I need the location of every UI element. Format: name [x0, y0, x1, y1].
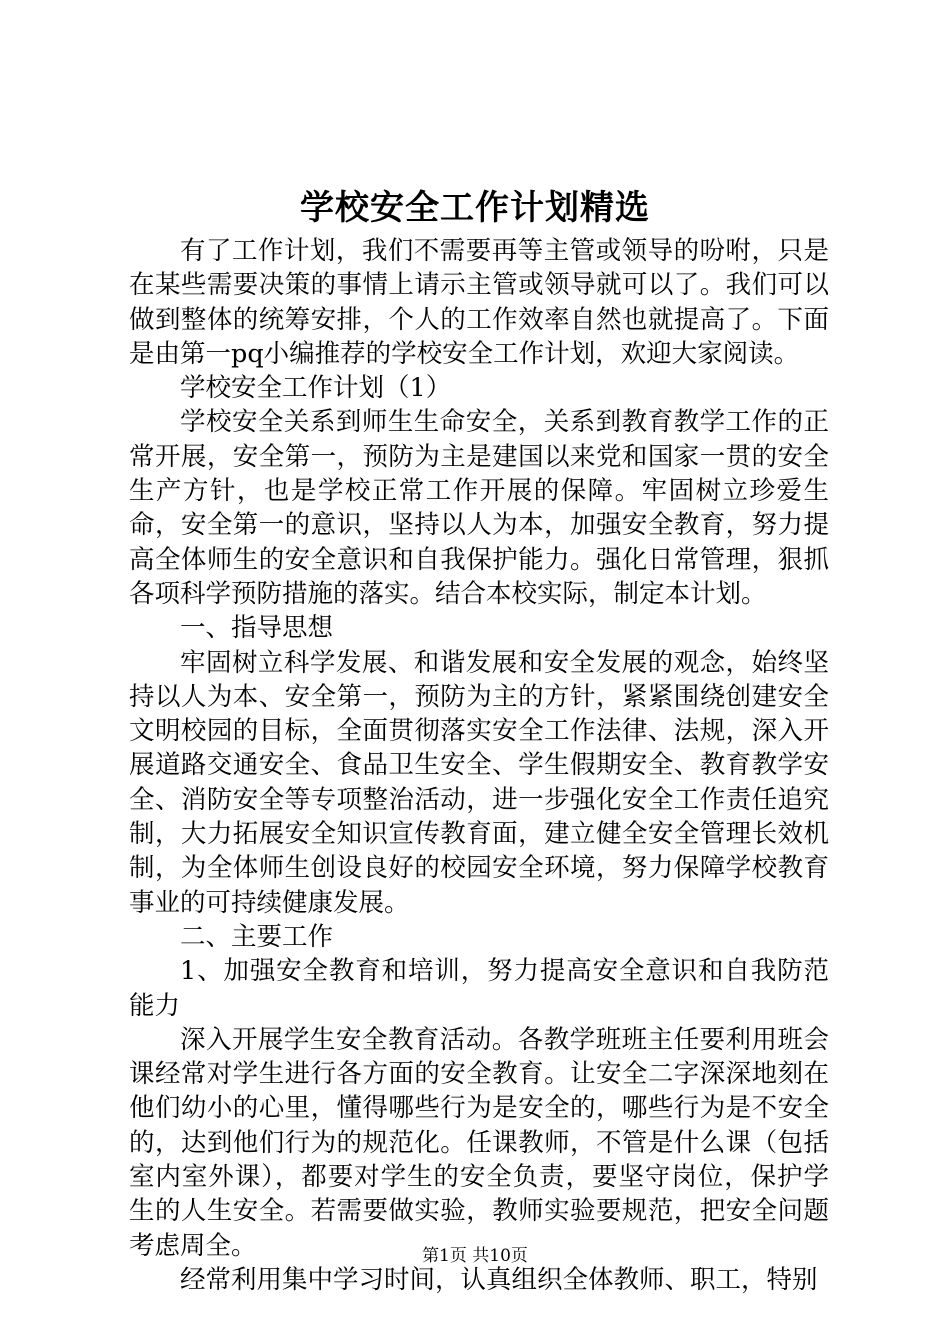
subheading-safety-education: 1、加强安全教育和培训，努力提高安全意识和自我防范能力: [129, 956, 829, 1021]
page-footer: 第1页 共10页: [422, 1246, 528, 1266]
document-title: 学校安全工作计划精选: [300, 188, 650, 228]
section-heading-plan-1: 学校安全工作计划（1）: [180, 373, 452, 404]
section-heading-main-work: 二、主要工作: [180, 921, 334, 952]
paragraph-staff-training: 经常利用集中学习时间，认真组织全体教师、职工，特别: [180, 1264, 818, 1295]
section-heading-guiding-thought: 一、指导思想: [180, 613, 334, 644]
paragraph-guiding-thought: 牢固树立科学发展、和谐发展和安全发展的观念，始终坚持以人为本、安全第一，预防为主的方针，紧紧围绕创建安全文明校园的目标，全面贯彻落实安全工作法律、法规，深入开展道路交通安全、食品卫生安全、学生假期安全、教育教学安全、消防安全等专项整治活动，进一步强化安全工作责任追究制，大力拓展安全知识宣传教育面，建立健全安全管理长效机制，为全体师生创设良好的校园安全环境，努力保障学校教育事业的可持续健康发展。: [129, 647, 829, 918]
document-body: [129, 234, 829, 1297]
paragraph-plan-overview: 学校安全关系到师生生命安全，关系到教育教学工作的正常开展，安全第一，预防为主是建国以来党和国家一贯的安全生产方针，也是学校正常工作开展的保障。牢固树立珍爱生命，安全第一的意识，坚持以人为本，加强安全教育，努力提高全体师生的安全意识和自我保护能力。强化日常管理，狠抓各项科学预防措施的落实。结合本校实际，制定本计划。: [129, 407, 829, 609]
paragraph-intro: 有了工作计划，我们不需要再等主管或领导的吩咐，只是在某些需要决策的事情上请示主管或领导就可以了。我们可以做到整体的统筹安排，个人的工作效率自然也就提高了。下面是由第一pq小编推荐的学校安全工作计划，欢迎大家阅读。: [129, 236, 829, 369]
paragraph-student-education: 深入开展学生安全教育活动。各教学班班主任要利用班会课经常对学生进行各方面的安全教育。让安全二字深深地刻在他们幼小的心里，懂得哪些行为是安全的，哪些行为是不安全的，达到他们行为的规范化。任课教师，不管是什么课（包括室内室外课），都要对学生的安全负责，要坚守岗位，保护学生的人生安全。若需要做实验，教师实验要规范，把安全问题考虑周全。: [129, 1024, 829, 1261]
